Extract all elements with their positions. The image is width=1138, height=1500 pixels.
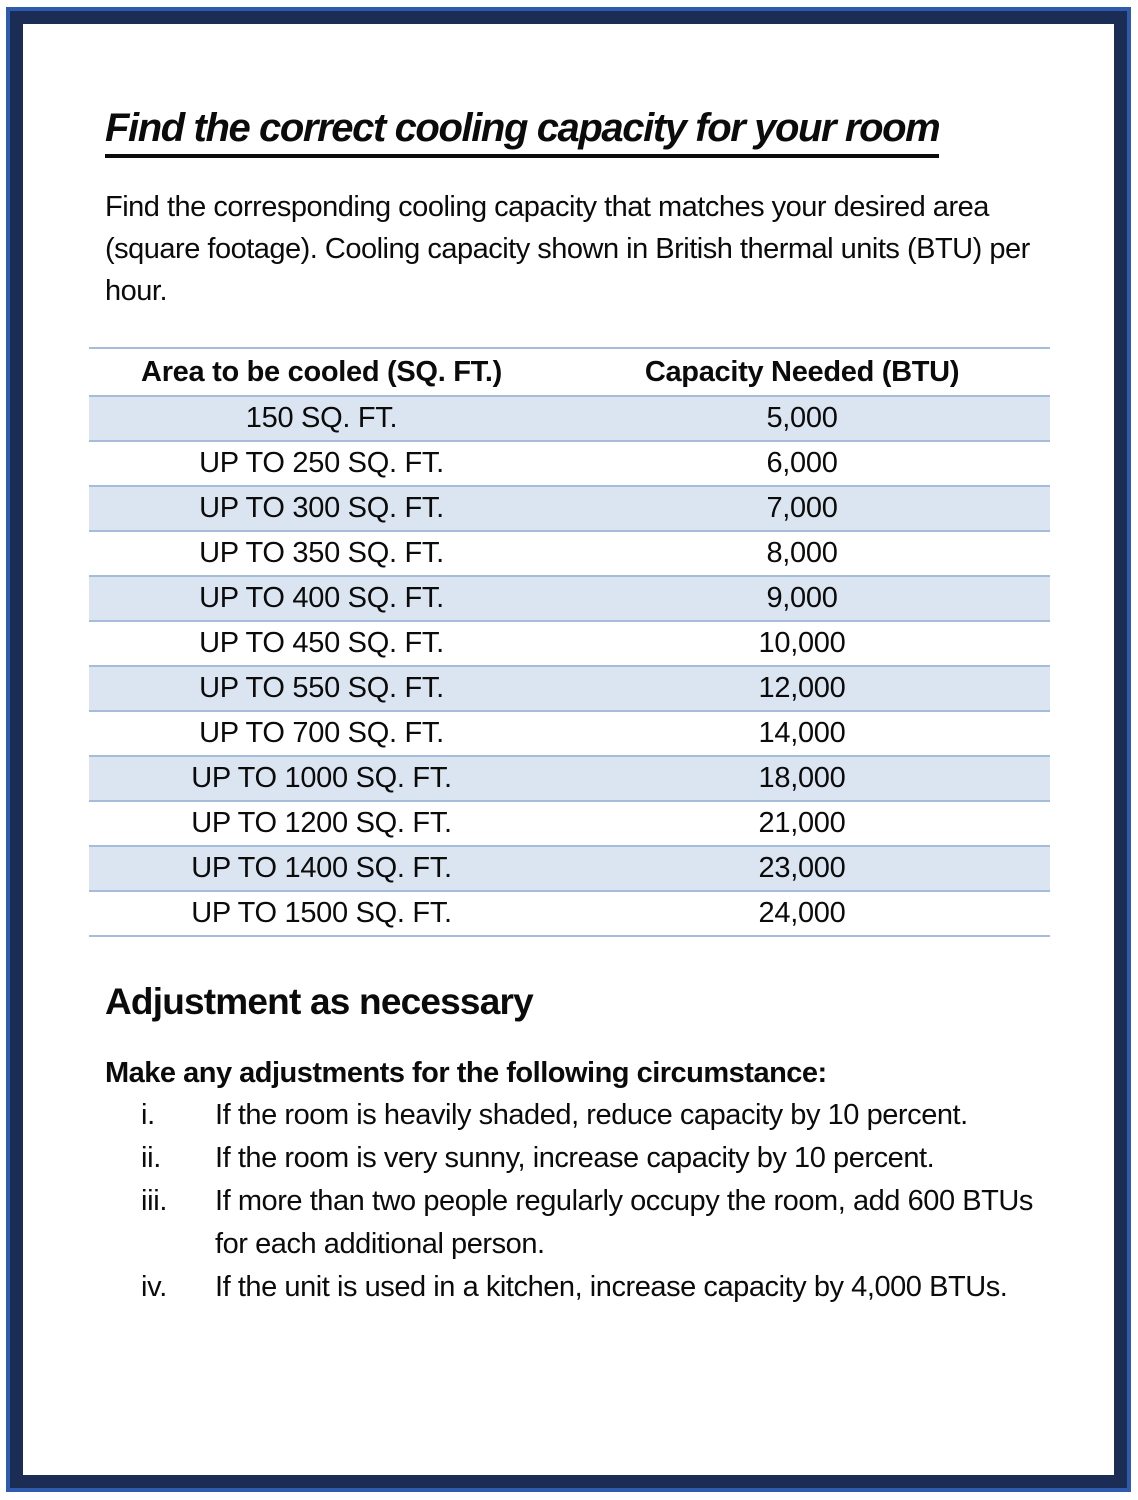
list-item-numeral: iv. — [141, 1271, 167, 1303]
document-content — [23, 106, 1114, 1309]
intro-paragraph: Find the corresponding cooling capacity that matches your desired area (square footage). Cooling capacity shown in British thermal units (BTU) per hour. — [105, 191, 1030, 307]
list-item-numeral: iii. — [141, 1185, 168, 1217]
list-item-text: If the unit is used in a kitchen, increase capacity by 4,000 BTUs. — [215, 1271, 1008, 1303]
adjustment-lead: Make any adjustments for the following circumstance: — [105, 1057, 827, 1089]
capacity-cell: 12,000 — [554, 666, 1050, 711]
list-item — [89, 1180, 1052, 1266]
table-row — [89, 711, 1050, 756]
area-cell: UP TO 550 SQ. FT. — [89, 666, 554, 711]
capacity-cell: 14,000 — [554, 711, 1050, 756]
page-border-inner — [10, 11, 1127, 1488]
capacity-cell: 21,000 — [554, 801, 1050, 846]
list-item-text: If the room is very sunny, increase capacity by 10 percent. — [215, 1142, 935, 1174]
area-cell: UP TO 1500 SQ. FT. — [89, 891, 554, 936]
list-item-text: If the room is heavily shaded, reduce capacity by 10 percent. — [215, 1099, 968, 1131]
table-header-row — [89, 348, 1050, 396]
capacity-cell: 7,000 — [554, 486, 1050, 531]
list-item — [89, 1094, 1052, 1137]
column-header-area: Area to be cooled (SQ. FT.) — [89, 348, 554, 396]
list-item — [89, 1137, 1052, 1180]
table-row — [89, 531, 1050, 576]
area-cell: UP TO 1400 SQ. FT. — [89, 846, 554, 891]
area-cell: UP TO 1000 SQ. FT. — [89, 756, 554, 801]
area-cell: UP TO 450 SQ. FT. — [89, 621, 554, 666]
table-row — [89, 441, 1050, 486]
area-cell: UP TO 350 SQ. FT. — [89, 531, 554, 576]
table-row — [89, 666, 1050, 711]
cooling-capacity-table — [89, 347, 1050, 937]
table-row — [89, 621, 1050, 666]
adjustment-list — [89, 1094, 1052, 1309]
capacity-cell: 6,000 — [554, 441, 1050, 486]
list-item-text: If more than two people regularly occupy the room, add 600 BTUs for each additional person. — [215, 1185, 1033, 1260]
column-header-capacity: Capacity Needed (BTU) — [554, 348, 1050, 396]
adjustment-heading: Adjustment as necessary — [105, 981, 533, 1022]
area-cell: UP TO 300 SQ. FT. — [89, 486, 554, 531]
page-border-outer — [6, 7, 1131, 1492]
table-row — [89, 576, 1050, 621]
table-row — [89, 846, 1050, 891]
table-row — [89, 891, 1050, 936]
area-cell: UP TO 250 SQ. FT. — [89, 441, 554, 486]
capacity-cell: 8,000 — [554, 531, 1050, 576]
page-title-wrap — [105, 106, 1052, 150]
capacity-cell: 18,000 — [554, 756, 1050, 801]
area-cell: UP TO 400 SQ. FT. — [89, 576, 554, 621]
table-row — [89, 756, 1050, 801]
list-item-numeral: ii. — [141, 1142, 162, 1174]
area-cell: UP TO 700 SQ. FT. — [89, 711, 554, 756]
capacity-cell: 9,000 — [554, 576, 1050, 621]
table-row — [89, 801, 1050, 846]
capacity-cell: 10,000 — [554, 621, 1050, 666]
capacity-cell: 24,000 — [554, 891, 1050, 936]
area-cell: 150 SQ. FT. — [89, 396, 554, 441]
list-item-numeral: i. — [141, 1099, 155, 1131]
capacity-cell: 23,000 — [554, 846, 1050, 891]
capacity-cell: 5,000 — [554, 396, 1050, 441]
list-item — [89, 1266, 1052, 1309]
page-title: Find the correct cooling capacity for your room — [105, 106, 939, 158]
area-cell: UP TO 1200 SQ. FT. — [89, 801, 554, 846]
table-row — [89, 486, 1050, 531]
table-row — [89, 396, 1050, 441]
